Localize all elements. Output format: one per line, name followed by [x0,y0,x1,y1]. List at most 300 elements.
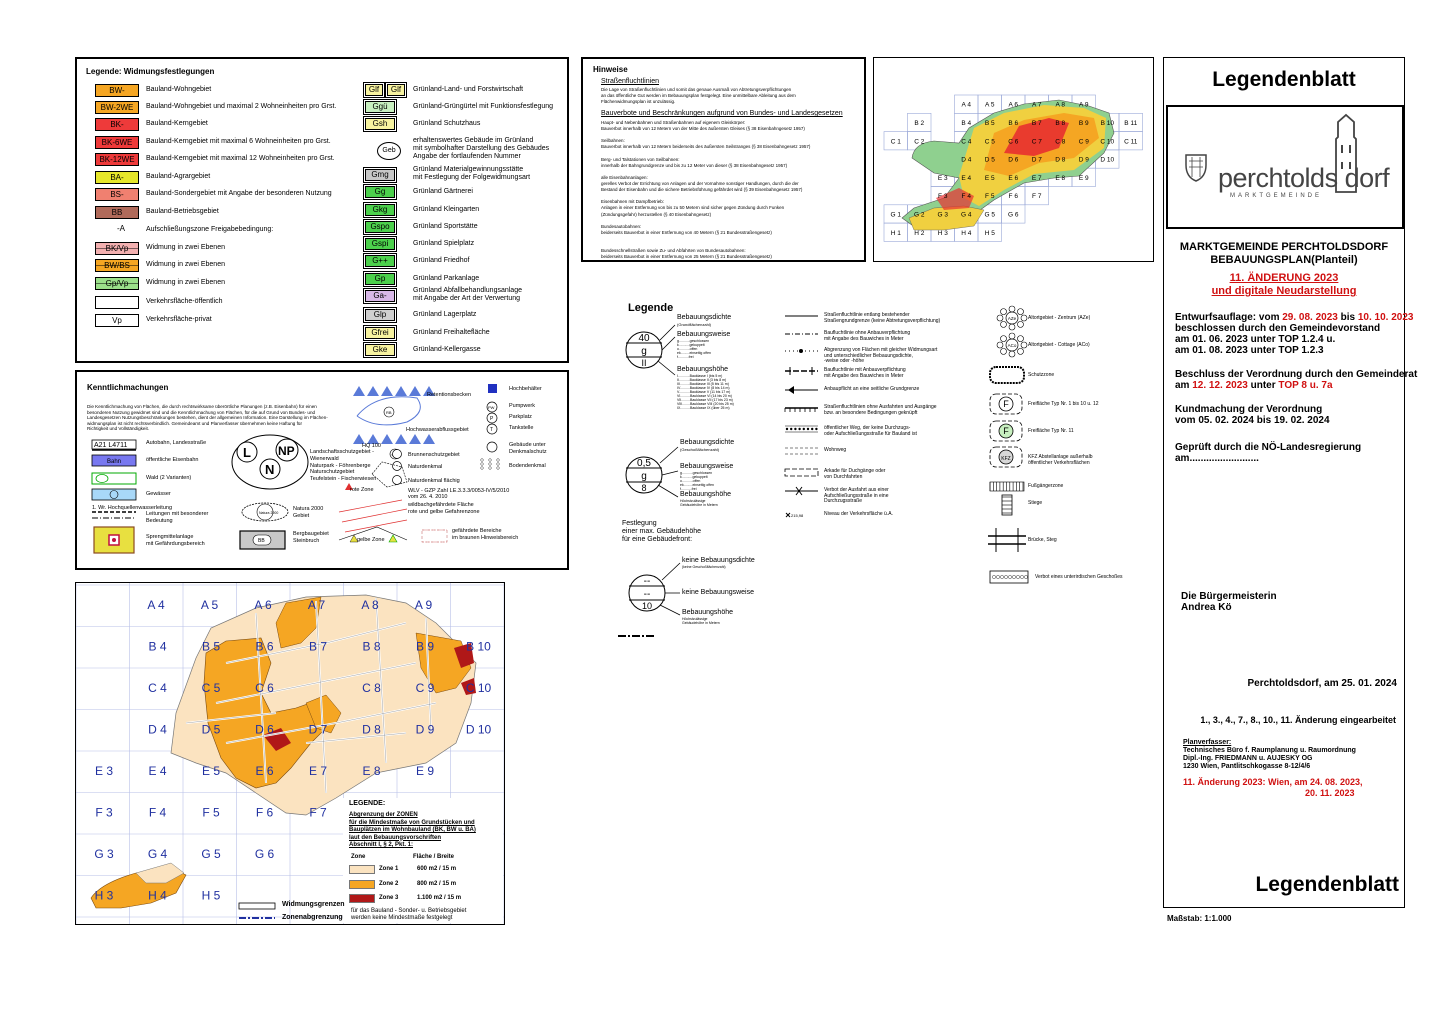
bp-label: und unterschiedlicher Bebauungsdichte, [824,352,913,359]
widmung-label: Grünland-Grüngürtel mit Funktionsfestlegung [413,103,554,110]
kenntlich-label: Teufelstein - Fischerwiesen [310,476,377,483]
tb-gr2-date: 12. 12. 2023 [1192,380,1248,391]
zone-grid-label: H 5 [201,888,221,903]
p-code: P [490,416,494,422]
niveau-value: 215,98 [791,513,804,518]
bp-label: mit Angabe des Bauwiches in Meter [824,372,904,379]
overview-grid-label: G 6 [1008,211,1019,219]
title-block [1163,57,1418,908]
bp-legend [600,295,1140,655]
zone-grid-label: G 5 [201,847,221,861]
kenntlich-intro-line: besonderen Nutzung gewidmet sind und die Kenntlichmachung von Flächen, für die auf Grund von Bundes- und [87,409,316,415]
bp-label: IX..........Bauklasse IX (über 25 m) [677,406,730,410]
tb-a1: 11. Änderung 2023: Wien, am 24. 08. 2023, [1183,777,1363,787]
road-code: A21 L4711 [94,442,128,449]
tb-entwurf-date2: 10. 10. 2023 [1357,312,1414,323]
hinweise-line: Bauverbot innerhalb von 12 Metern beiderseits des äußersten Seilstranges (§ 38 Eisenbahngesetz 1957) [601,144,811,150]
overview-grid-label: G 3 [937,211,948,219]
hinweise-line: beiderseits Bauverbot in einer Entfernung von 40 Metern (§ 21 Bundesstraßengesetz) [601,229,772,235]
gruenland-chip: Gkg [365,204,395,216]
zonenabgrenzung-label: Zonenabgrenzung [282,914,343,921]
lsg-N: N [265,462,275,477]
overview-grid-label: B 2 [914,119,925,127]
zone-grid-label: F 6 [255,805,274,820]
kenntlich-label: HQ 100 [362,443,381,449]
overview-grid-label: D 10 [1100,156,1115,164]
bp-label: Bebauungshöhe [680,491,731,498]
zone-grid-label: B 4 [148,639,167,654]
bp-label: Fußgängerzone [1028,483,1064,489]
zone-grid-label: A 7 [307,598,326,612]
kenntlich-label: Autobahn, Landesstraße [146,440,207,446]
overview-grid-label: E 3 [937,174,948,182]
bp-label: Straßenfluchtlinien ohne Ausfahrten und Ausgänge [824,404,937,410]
hinweise-sec1: Straßenfluchtlinien [601,78,659,85]
zone-area: 600 m2 / 15 m [417,866,457,872]
bp-label: KFZ Abstellanlage außerhalb [1028,454,1093,460]
widmung-chip: BK-6WE [95,136,139,149]
bp-legend-title: Legende [628,302,674,314]
zone-grid-label: C 10 [465,681,492,695]
zone-grid-label: A 9 [414,598,433,612]
bahn-code: Bahn [107,459,122,465]
bp-label: (Grundflächenzahl) [677,322,712,327]
bp-label: ek.........einseitig offen [680,483,714,487]
zone-grid-label: D 10 [465,722,492,737]
pw-code: PW [488,405,495,410]
widmung-label: Grünland Sportstätte [413,223,478,230]
bp-label: Niveau der Verkehrsfläche ü.A. [824,511,893,517]
tb-line4: und digitale Neudarstellung [1211,285,1357,297]
zone-grid-label: C 6 [255,681,274,695]
altort-code: AZe [1007,316,1017,321]
kenntlich-label: 1. Wr. Hochquellenwasserleitung [92,505,172,511]
zone-grid-label: E 3 [94,764,114,778]
kenntlich-label: Bedeutung [146,518,173,524]
zone-name: Zone 1 [379,866,399,872]
overview-grid-label: E 8 [1055,174,1066,182]
tb-entwurf-mid: bis [1337,312,1358,323]
overview-grid-label: G 5 [984,211,995,219]
bp-g3-v2: -- [643,589,651,600]
widmung-code: -A [117,224,125,233]
bp-label: Abgrenzung von Flächen mit gleicher Widmungsart [824,347,938,353]
kenntlich-label: Naturpark - Föhrenberge [310,462,371,469]
gruenland-chip: Glf [365,84,383,96]
tb-line2: BEBAUUNGSPLAN(Planteil) [1210,254,1358,266]
widmung-label: Aufschließungszone Freigabebedingung: [146,226,274,233]
bp-label: Schutzzone [1028,372,1055,378]
zone-grid-label: D 4 [148,722,167,737]
overview-grid-label: C 7 [1031,138,1042,146]
overview-grid-label: G 4 [961,211,972,219]
kenntlich-label: mit Gefährdungsbereich [146,541,205,547]
bp-label: öffentlicher Verkehrsflächen [1028,459,1090,466]
widmung-label: Verkehrsfläche-privat [146,316,212,323]
hinweise-line: Flächenwidmungsplan ist unzulässig. [601,99,676,104]
widmung-chip: BK- [95,118,139,131]
kenntlich-label: Bergbaugebiet [293,531,329,537]
kenntlich-label: Naturdenkmal flächig [408,478,460,484]
overview-grid-label: A 9 [1079,101,1089,109]
widmung-chip: Vp [95,314,139,327]
zone-name: Zone 2 [379,880,399,887]
overview-grid-label: C 9 [1078,138,1089,146]
altort-code: ACo [1007,343,1017,348]
zone-grid-label: B 5 [201,639,221,654]
widmung-title: Legende: Widmungsfestlegungen [86,67,215,76]
bp-label: Verbot eines unterirdischen Geschoßes [1035,574,1123,580]
bp-label: Bebauungsweise [677,331,731,338]
kenntlich-intro-line: Landesgesetzen Nutzungsbeschränkungen bestehen, dient der allgemeinen Information. Eine Darstellung im Flächen- [87,415,328,420]
zone-grid-label: C 4 [148,681,167,695]
widmung-chip [95,296,139,309]
bp-label: V...........Bauklasse V (11 bis 17 m) [677,390,731,394]
bp-label: Straßengrundgrenze (keine Abtretungsverpflichtung) [824,317,941,324]
bp-label: Bebauungsdichte [677,314,732,321]
rb-code: RB [386,410,392,415]
overview-grid-label: F 4 [961,193,971,201]
hinweise-line: Seilbahnen: [601,138,625,144]
freiflaeche-code: F [1003,426,1009,436]
kenntlich-label: gelbe Zone [357,537,385,543]
widmung-label: Grünland Friedhof [413,257,470,264]
overview-grid-label: D 5 [984,156,995,164]
widmung-label: Grünland Freihaltefläche [413,329,490,336]
bp-label: einer max. Gebäudehöhe [622,528,701,535]
kenntlich-label: Parkplatz [509,414,532,420]
kenntlich-label: Brunnenschutzgebiet [408,452,460,458]
kenntlich-label: Gebiet [293,513,310,519]
bp-label: k...........gekuppelt [677,343,705,347]
bp-label: Altortgebiet - Cottage (ACo) [1028,342,1090,348]
zone-grid-label: E 5 [201,764,221,778]
overview-grid-label: B 6 [1008,119,1019,127]
bp-label: Stiege [1028,500,1043,506]
widmung-label: Widmung in zwei Ebenen [146,244,225,251]
bp-label: VIII........Bauklasse VIII (20 bis 25 m) [677,402,734,406]
widmung-label-line: Angabe der fortlaufenden Nummer [413,153,521,160]
bp-label: Bebauungsdichte [680,439,735,446]
zone-swatch [349,865,375,874]
widmung-chip: BB [95,206,139,219]
kenntlich-label: Bodendenkmal [509,463,546,469]
kenntlich-title: Kenntlichmachungen [87,383,169,392]
tb-gr2-top: TOP 8 u. 7a [1278,380,1333,391]
bp-label: Freifläche Typ Nr. 1 bis 10 u. 12 [1028,401,1099,407]
hinweise-line: Eisenbahnen mit Dampfbetrieb: [601,199,665,205]
bp-label: o...........offen [677,347,698,351]
zone-name: Zone 3 [379,895,399,901]
gruenland-chip: Gsh [365,118,395,130]
zone-grid-label: C 5 [201,681,221,695]
widmung-label: Grünland Gärtnerei [413,188,473,195]
bp-label: Baufluchtlinie ohne Anbauverpflichtung [824,330,911,336]
bp-label: für eine Gebäudefront: [622,536,693,543]
bp-label: -weise oder -höhe [824,358,865,364]
bp-label: Höchstzulässige [682,617,708,621]
widmung-label: Bauland-Agrargebiet [146,173,211,180]
kenntlich-label: Wienerwald [310,455,339,462]
bp-label: Straßenfluchtlinie entlang bestehender [824,312,910,318]
bp-label: f...........frei [677,355,694,359]
overview-grid-label: H 2 [914,229,925,237]
tb-g1: Geprüft durch die NÖ-Landesregierung [1175,442,1362,453]
overview-grid-label: H 4 [961,229,972,237]
bp-label: Bebauungshöhe [682,609,733,616]
bp-label: Höchstzulässige [680,499,706,503]
bp-label: von Durchfahrten [824,473,863,480]
bp-label: öffentlicher Weg, der keine Durchzugs- [824,425,911,431]
overview-grid-label: C 2 [914,138,925,146]
zone-grid-label: D 7 [308,722,328,737]
widmung-chip: BA- [95,171,139,184]
overview-grid-label: H 1 [890,229,901,237]
zone-grid-label: B 8 [362,639,381,654]
zone-grid-label: A 4 [147,598,165,612]
tb-gr2 [1175,380,1333,391]
widmung-label: Bauland-Kerngebiet mit maximal 6 Wohneinheiten pro Grst. [146,138,331,145]
tb-pv3: 1230 Wien, Pantlitschkogasse 8-12/4/6 [1183,763,1311,770]
bp-label: Arkade für Duchgänge oder [824,468,886,474]
gruenland-chip: Gp [365,273,395,285]
widmung-label-line: mit symbolhafter Darstellung des Gebäudes [413,145,550,152]
kenntlich-intro-line: Richtigkeit und Vollständigkeit. [87,426,150,431]
gruenland-chip: Gspi [365,238,395,250]
bp-g2-v1: 0,5 [637,458,651,469]
hinweise-line: Bauverbot innerhalb von 12 Metern von der Mitte des äußersten Gleises (§ 38 Eisenbahngesetz 1957) [601,126,805,132]
bergbau-code: BB [258,538,265,544]
tb-date: Perchtoldsdorf, am 25. 01. 2024 [1247,678,1397,689]
zone-grid-label: A 6 [254,598,272,612]
zone-map-panel [75,582,505,925]
bp-label: bzw. an besondere Bedingungen geknüpft [824,409,918,416]
hinweise-line: Bundesschnellstraßen sowie Zu- und Abfahrten von Bundesautobahnen: [601,248,746,254]
overview-grid-label: E 4 [961,174,972,182]
widmung-label-line: erhaltenswertes Gebäude im Grünland [413,137,534,144]
overview-grid-label: D 4 [961,156,972,164]
zone-grid-label: E 8 [362,764,381,778]
widmung-label: Grünland-Land- und Forstwirtschaft [413,86,524,93]
tb-bm2: Andrea Kö [1181,602,1232,613]
kenntlich-label: Pumpwerk [509,403,535,409]
gruenland-chip-2: Glf [387,84,405,96]
bp-label: (keine Geschoßflächenzahl) [682,565,726,569]
abgrenzung-line: laut den Bebauungsvorschriften [349,834,442,841]
bp-label: f...........frei [680,487,697,491]
kenntlich-label: Hochbehälter [509,386,542,392]
overview-grid-label: A 5 [985,101,995,109]
zone-grid-label: D 8 [362,722,381,737]
overview-grid-label: F 6 [1008,193,1018,201]
widmungsgrenzen-label: Widmungsgrenzen [282,901,345,908]
zone-grid-label: D 6 [255,722,274,737]
gruenland-chip: Gspo [365,221,395,233]
zone-swatch [349,894,375,903]
gruenland-chip: Gfrei [365,327,395,339]
widmung-label: Bauland-Sondergebiet mit Angabe der besonderen Nutzung [146,190,332,197]
overview-grid-label: G 2 [914,211,925,219]
bp-label: o...........offen [680,479,701,483]
zone-grid-label: C 9 [415,681,435,695]
kenntlich-label: Retentionsbecken [427,392,472,398]
overview-grid-label: A 8 [1055,101,1065,109]
hinweise-line: gerelles Verbot der Errichtung von Anlagen und der Vornahme sonstiger Handlungen, durch die der [601,181,799,186]
kenntlich-label: Gewässer [146,491,171,497]
bp-label: Durchzugsstraße [824,498,863,504]
hinweise-line: (Zündungsgefahr) herzustellen (§ 40 Eisenbahngesetz) [601,211,712,217]
zone-grid-label: E 7 [308,764,328,778]
kenntlich-label: Landschaftsschutzgebiet - [310,449,374,455]
widmung-label: Grünland-Kellergasse [413,346,481,353]
overview-grid-label: A 7 [1032,101,1042,109]
natura-code: Natura 2000 [259,511,279,515]
kenntlich-label: WLV - GZP ZahI LE.3.3.3/0053-IV/5/2010 [408,488,510,494]
bp-g2-v2: g [641,471,647,482]
bp-label: keine Bebauungsdichte [682,557,755,564]
tb-line3: 11. ÄNDERUNG 2023 [1229,272,1339,284]
bp-label: Brücke, Steg [1028,537,1057,543]
bp-label: I............Bauklasse I (bis 5 m) [677,374,723,378]
hinweise-line: Haupt- und Nebenbahnen und Straßenbahnen auf eigenem Gleiskörper: [601,120,746,125]
kenntlich-label: Hochwasserabflussgebiet [406,427,469,433]
kenntlich-label: öffentliche Eisenbahn [146,457,199,463]
lsg-L: L [243,445,251,460]
overview-grid-label: A 6 [1008,101,1018,109]
hinweise-line: innerhalb der Bahngrundgrenze und bis zu 12 Meter von dieser (§ 38 Eisenbahngesetz 1957) [601,162,788,168]
zone-grid-label: F 5 [202,805,220,820]
hinweise-title: Hinweise [593,65,628,74]
tb-gr1: Beschluss der Verordnung durch den Gemeinderat [1175,369,1418,380]
kenntlich-label: Leitungen mit besonderer [146,511,209,517]
bp-g1-v1: 40 [638,333,650,344]
widmung-label: Bauland-Kerngebiet [146,120,208,127]
tb-k2: vom 05. 02. 2024 bis 19. 02. 2024 [1175,415,1330,426]
zone-grid-label: A 8 [361,598,379,612]
zone-legend [343,798,503,923]
tb-pv: Planverfasser: [1183,739,1232,746]
zone-col-flaeche: Fläche / Breite [413,854,455,860]
overview-grid-label: F 5 [985,193,995,201]
zone-grid-label: C 8 [362,681,381,695]
widmung-label-line: Grünland Abfallbehandlungsanlage [413,287,522,294]
zone-grid-label: G 6 [254,847,275,861]
zone-grid-label: B 9 [415,639,435,654]
tb-entwurf-pre: Entwurfsauflage: vom [1175,312,1283,323]
widmung-chip: BK/Vp [95,242,139,255]
tb-pv2: Dipl.-Ing. FRIEDMANN u. AUJESKY OG [1183,755,1313,762]
overview-grid-label: C 5 [984,138,995,146]
zone-grid-label: A 5 [200,598,219,612]
widmung-label: Bauland-Wohngebiet [146,86,212,93]
widmung-chip: BW/BS [95,259,139,272]
kenntlich-label: Naturschutzgebiet [310,469,355,476]
widmung-label: Verkehrsfläche-öffentlich [146,298,223,305]
gruenland-chip: Gke [365,344,395,356]
tb-a2: 20. 11. 2023 [1305,788,1355,798]
tb-besch2: am 01. 06. 2023 unter TOP 1.2.4 u. [1175,334,1336,345]
widmung-label: Bauland-Wohngebiet und maximal 2 Wohneinheiten pro Grst. [146,103,337,110]
widmung-label: Grünland Parkanlage [413,275,480,282]
overview-grid-label: E 6 [1008,174,1019,182]
zone-note-line: werden keine Mindestmaße festgelegt [351,915,453,921]
tb-g2: am......................... [1175,453,1259,464]
abgrenzung-line: Abgrenzung der ZONEN [349,812,418,818]
overview-grid-label: C 8 [1055,138,1066,146]
overview-map [874,58,1153,261]
zone-legend-title: LEGENDE: [349,800,386,807]
zone-grid-label: G 3 [94,847,114,861]
zone-grid-label: B 10 [466,639,491,654]
bp-label: Bebauungshöhe [677,366,728,373]
overview-grid-label: C 4 [961,138,972,146]
gruenland-chip: Ggü [365,101,395,113]
overview-grid-label: C 1 [890,138,901,146]
kenntlich-label: wildbachgefährdete Fläche [408,502,474,508]
widmung-label-line: mit Festlegung der Folgewidmungsart [413,174,531,181]
hinweise-panel [581,57,866,262]
bp-label: keine Bebauungsweise [682,589,754,596]
widmung-chip: BW- [95,84,139,97]
overview-grid-label: E 5 [984,174,995,182]
zone-grid-label: D 5 [201,722,221,737]
overview-grid-label: C 11 [1124,138,1138,146]
hinweise-line: Bestand der Eisenbahn und die sichere Betriebsführung gefährdet wird (§ 39 Eisenbahngesetz 1957) [601,187,803,193]
bp-label: Altortgebiet - Zentrum (AZe) [1028,315,1091,321]
freiflaeche-code: F [1003,399,1009,409]
bp-label: (Geschoßflächenzahl) [680,447,720,452]
zone-grid-label: H 4 [148,888,167,903]
bp-label: oder Aufschließungsstraße für Bauland ist [824,430,917,437]
zone-area: 1.100 m2 / 15 m [417,895,462,901]
kenntlich-intro-line: widmungsplan ist nicht rechtsverbindlich. Gemeindeamt und Planverfasser übernehmen keine Haftung für [87,420,303,426]
tb-bm1: Die Bürgermeisterin [1181,591,1277,602]
widmung-label: Grünland Schutzhaus [413,120,481,127]
overview-grid-label: D 6 [1008,156,1019,164]
gruenland-chip: Glp [365,309,395,321]
tk-code: T [490,427,494,433]
bp-label: mit Angabe des Bauwiches in Meter [824,335,904,342]
bp-g3-v3: 10 [641,601,653,611]
overview-grid-label: E 7 [1031,174,1042,182]
widmung-chip: BW-2WE [95,101,139,114]
overview-grid-label: H 3 [937,229,948,237]
bp-label: IV..........Bauklasse IV (8 bis 14 m) [677,386,730,390]
zone-grid-label: G 4 [147,847,168,861]
logo-box [1166,105,1404,229]
overview-grid-label: F 7 [1032,193,1042,201]
overview-grid-label: C 10 [1100,138,1115,146]
overview-map-panel [873,57,1154,262]
bp-label: Bebauungsweise [680,463,734,470]
kenntlich-label: Wald (2 Varianten) [146,475,192,481]
lsg-NP: NP [278,444,295,458]
hinweise-line: Berg- und Talstationen von Seilbahnen: [601,156,680,162]
hinweise-line: alle Eisenbahnanlagen: [601,174,648,180]
hinweise-line: Die Lage von Straßenfluchtlinien und somit das genaue Ausmaß von Abtretungsverpflichtungen [601,87,792,92]
overview-grid-label: B 4 [961,119,972,127]
zone-grid-label: D 9 [415,722,435,737]
bp-label: k...........gekuppelt [680,475,708,479]
overview-grid-label: B 11 [1124,119,1138,127]
overview-grid-label: F 3 [938,193,948,201]
kenntlich-label: rote Zone [350,487,374,493]
widmung-chip: BS- [95,188,139,201]
gruenland-chip: G++ [365,255,395,267]
overview-grid-label: D 9 [1078,156,1089,164]
geb-symbol: Geb [377,142,401,160]
logo-sub: MARKTGEMEINDE [1230,193,1323,199]
